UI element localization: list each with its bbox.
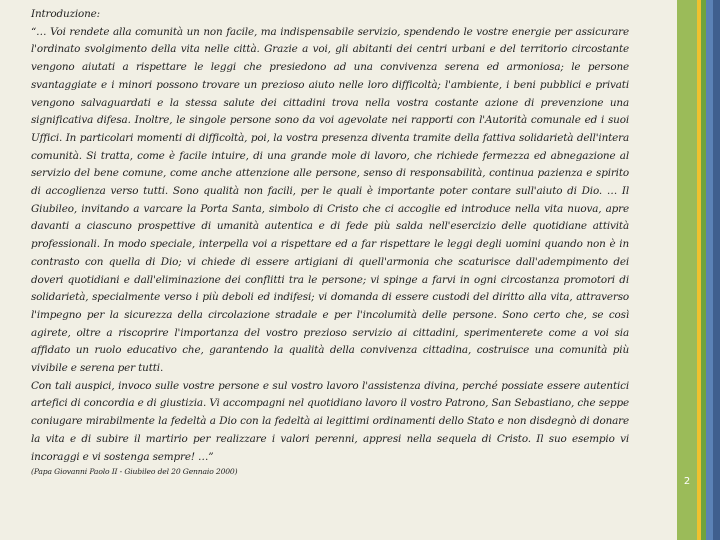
heading-introduzione: Introduzione:	[31, 8, 100, 20]
quote-paragraph-2: Con tali auspici, invoco sulle vostre persone e sul vostro lavoro l'assistenza divina, perché possiate essere autentici artefici di concordia e di giustizia. Vi accompagni nel quotidiano lavoro il vostro Patrono, San Sebastiano, che seppe coniugare mirabilmente la fedeltà a Dio con la fedeltà ai legittimi ordinamenti dello Stato e non disdegnò di donare la vita e di subire il martirio per realizzare i valori perenni, appresi nella sequela di Cristo. Il suo esempio vi incoraggi e vi sostenga sempre! …”	[31, 379, 629, 463]
accent-stripe-navy	[713, 0, 720, 540]
quote-attribution: (Papa Giovanni Paolo II - Giubileo del 20 Gennaio 2000)	[31, 467, 238, 477]
quote-paragraph-1: “… Voi rendete alla comunità un non facile, ma indispensabile servizio, spendendo le vostre energie per assicurare l'ordinato svolgimento della vita nelle città. Grazie a voi, gli abitanti dei centri urbani e del territorio circostante vengono aiutati a rispettare le leggi che presiedono ad una convivenza serena ed armoniosa; le persone svantaggiate e i minori possono trovare un prezioso aiuto nelle loro difficoltà; l'ambiente, i beni pubblici e privati vengono salvaguardati e la stessa salute dei cittadini trova nella vostra costante azione di prevenzione una significativa difesa. Inoltre, le singole persone sono da voi agevolate nei rapporti con l'Autorità comunale ed i suoi Uffici. In particolari momenti di difficoltà, poi, la vostra presenza diventa tramite della fattiva solidarietà dell'intera comunità. Si tratta, come è facile intuire, di una grande mole di lavoro, che richiede fermezza ed abnegazione al servizio del bene comune, come anche attenzione alle persone, senso di responsabilità, continua pazienza e spirito di accoglienza verso tutti. Sono qualità non facili, per le quali è importante poter contare sull'aiuto di Dio. … Il Giubileo, invitando a varcare la Porta Santa, simbolo di Cristo che ci accoglie ed introduce nella vita nuova, apre davanti a ciascuno prospettive di umanità autentica e di fede più salda nell'esercizio delle quotidiane attività professionali. In modo speciale, interpella voi a rispettare ed a far rispettare le leggi degli uomini quando non è in contrasto con quella di Dio; vi chiede di essere artigiani di quell'armonia che scaturisce dall'adempimento dei doveri quotidiani e dall'eliminazione dei conflitti tra le persone; vi spinge a farvi in ogni circostanza promotori di solidarietà, specialmente verso i più deboli ed indifesi; vi domanda di essere custodi del diritto alla vita, attraverso l'impegno per la sicurezza della circolazione stradale e per l'incolumità delle persone. Sono certo che, se così agirete, oltre a riscoprire l'importanza del vostro prezioso servizio ai cittadini, sperimenterete come a voi sia affidato un ruolo educativo che, garantendo la qualità della convivenza cittadina, costruisce una comunità più vivibile e serena per tutti.	[31, 25, 629, 375]
document-body	[31, 6, 629, 478]
page-number: 2	[683, 476, 691, 487]
accent-stripe-blue	[706, 0, 713, 540]
side-accent-panel	[677, 0, 697, 540]
